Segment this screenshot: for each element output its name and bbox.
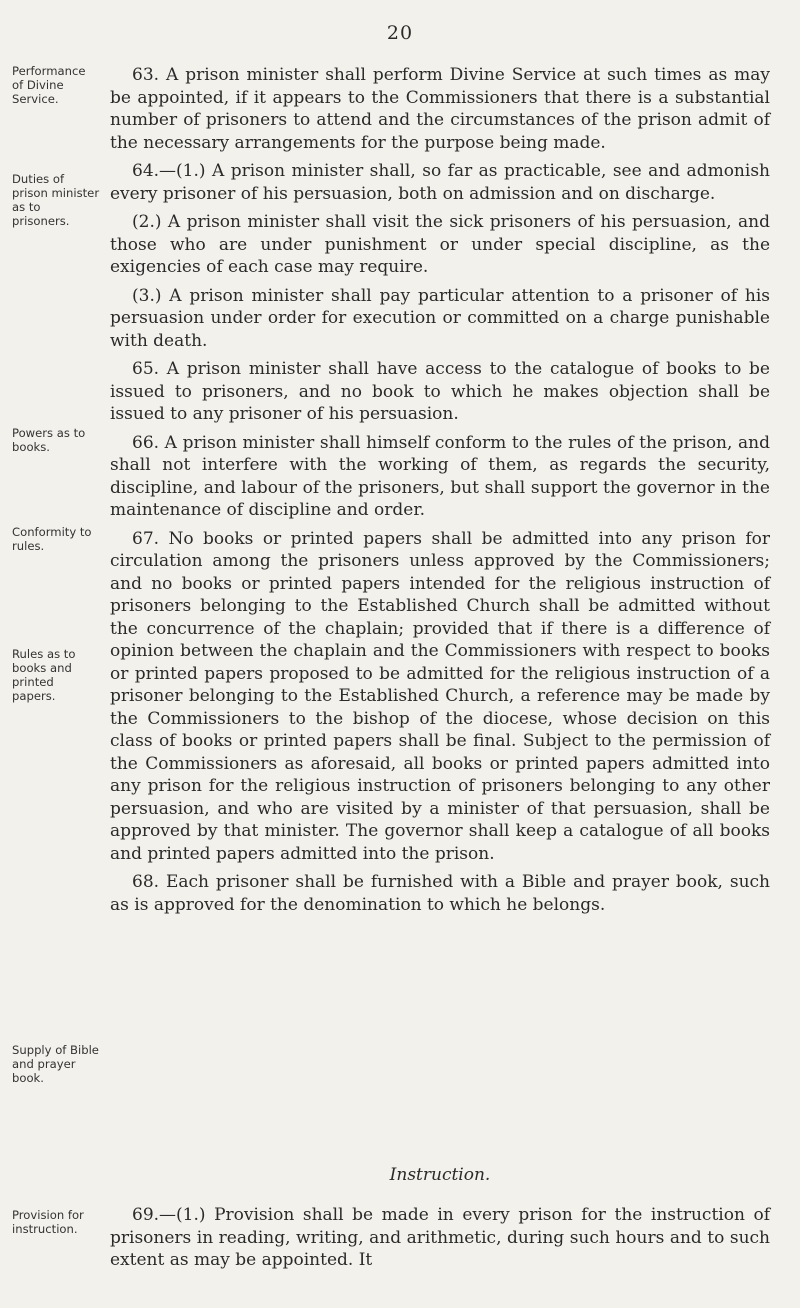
margin-note-powers-books: Powers as to books. — [12, 426, 86, 454]
margin-note-divine-service: Performance of Divine Service. — [12, 64, 86, 106]
paragraph-64-2: (2.) A prison minister shall visit the sick prisoners of his persuasion, and those who are under punishment or under special discipline, as the exigencies of each case may require. — [110, 212, 770, 277]
paragraph-67: 67. No books or printed papers shall be admitted into any prison for circulation among the prisoners unless approved by the Commissioners; and no books or printed papers intended for the religious instruction of prisoners belonging to the Established Church shall be admitted without the concurrence of the chaplain; provided that if there is a difference of opinion between the chaplain and the Commissioners with respect to books or printed papers proposed to be admitted for the religious instruction of a prisoner belonging to the Established Church, a reference may be made by the Commissioners to the bishop of the diocese, whose decision on this class of books or printed papers shall be final. Subject to the permission of the Commissioners as aforesaid, all books or printed papers admitted into any prison for the religious instruction of prisoners belonging to any other persuasion, and who are visited by a minister of that persuasion, shall be approved by that minister. The governor shall keep a catalogue of all books and printed papers admitted into the prison. — [110, 528, 770, 864]
margin-note-instruction: Provision for instruction. — [12, 1208, 84, 1236]
margin-note-conformity: Conformity to rules. — [12, 525, 92, 553]
paragraph-64-1: 64.—(1.) A prison minister shall, so far as practicable, see and admonish every prisoner of his persuasion, both on admission and on discharge. — [110, 161, 770, 204]
paragraph-69: 69.—(1.) Provision shall be made in every prison for the instruction of prisoners in reading, writing, and arithmetic, during such hours and to such extent as may be appointed. It — [110, 1205, 770, 1270]
paragraph-66: 66. A prison minister shall himself conform to the rules of the prison, and shall not interfere with the working of them, as regards the security, discipline, and labour of the prisoners, but shall support the governor in the maintenance of discipline and order. — [110, 432, 770, 520]
paragraph-64-3: (3.) A prison minister shall pay particular attention to a prisoner of his persuasion under order for execution or committed on a charge punishable with death. — [110, 285, 770, 351]
paragraph-63: 63. A prison minister shall perform Divine Service at such times as may be appointed, if it appears to the Commissioners that there is a substantial number of prisoners to attend and the circumstances of the prison admit of the necessary arrangements for the purpose being made. — [110, 65, 770, 153]
margin-note-rules-books: Rules as to books and printed papers. — [12, 647, 76, 703]
paragraph-65: 65. A prison minister shall have access to the catalogue of books to be issued to prisoners, and no book to which he makes objection shall be issued to any prisoner of his persuasion. — [110, 359, 770, 424]
body-text-instruction — [110, 1204, 770, 1278]
page-number: 20 — [386, 22, 414, 44]
body-text — [110, 64, 770, 922]
margin-note-bible: Supply of Bible and prayer book. — [12, 1043, 99, 1085]
margin-note-duties: Duties of prison minister as to prisoners. — [12, 172, 100, 228]
paragraph-68: 68. Each prisoner shall be furnished with a Bible and prayer book, such as is approved for the denomination to which he belongs. — [110, 872, 770, 915]
section-heading-instruction: Instruction. — [389, 1165, 491, 1185]
